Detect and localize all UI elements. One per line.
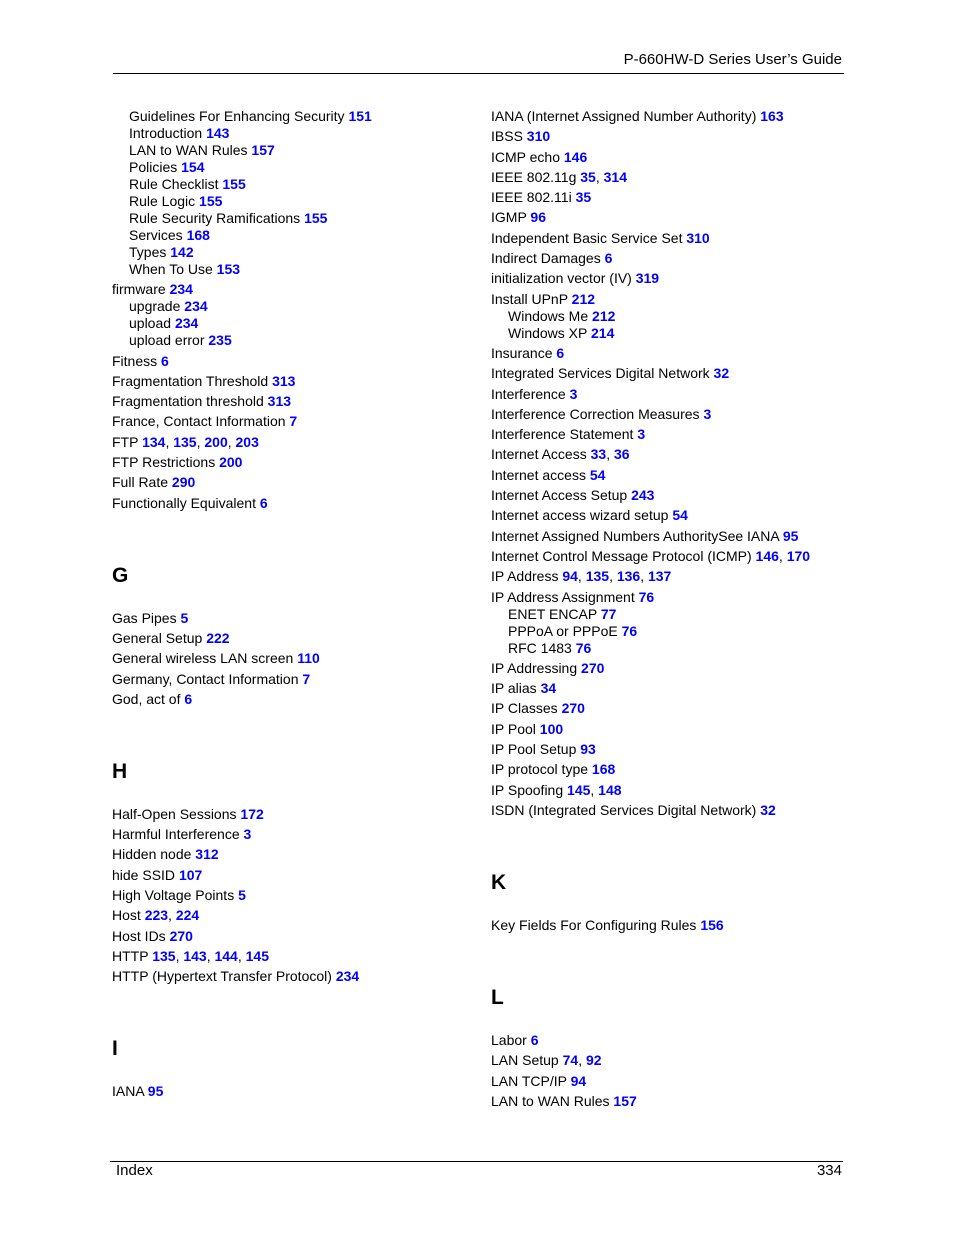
index-term: Install UPnP [491,290,568,307]
page-ref-link[interactable]: 200 [219,454,243,471]
index-term: Interference Correction Measures [491,405,700,422]
index-entry [491,345,871,362]
index-term: General wireless LAN screen [112,650,294,667]
index-subentry [112,159,492,176]
index-entry [491,291,871,308]
index-entry [491,700,871,717]
index-term: FTP Restrictions [112,454,216,471]
page-ref-link[interactable]: 76 [575,639,592,656]
index-entry [491,1073,871,1090]
index-subentry [112,261,492,278]
page-ref-link[interactable]: 151 [348,108,372,124]
index-subentry [112,315,492,332]
index-entry: FTP 134, 135, 200, 203 [112,433,259,450]
index-term: Germany, Contact Information [112,670,299,687]
index-term: initialization vector (IV) [491,270,632,287]
page-ref-link[interactable]: 135 [173,433,197,450]
index-column-left [112,108,492,1100]
index-entry [491,487,871,504]
index-term: upload [129,315,172,332]
page-ref-link[interactable]: 234 [169,281,193,298]
index-entry [491,230,871,247]
page-ref-link[interactable]: 212 [592,307,616,324]
page-ref-link[interactable]: 235 [208,332,232,349]
page-ref-link[interactable]: 54 [589,466,606,483]
index-subentry [112,176,492,193]
index-term: IANA [112,1083,144,1100]
page-ref-link[interactable]: 3 [243,826,252,843]
index-entry [491,507,871,524]
index-entry [491,128,871,145]
index-subentry [491,308,871,325]
index-term: IP Pool [491,720,536,737]
page-ref-link[interactable]: 234 [335,968,360,985]
index-entry [491,426,871,443]
index-term: Interference [491,385,566,402]
index-entry [112,867,492,884]
index-entry [491,528,871,545]
index-entry [112,454,492,471]
section-letter: G [112,563,129,587]
index-term: IEEE 802.11g [491,168,577,185]
page-ref-link[interactable]: 168 [591,761,616,778]
index-term: France, Contact Information [112,413,286,430]
index-term: God, act of [112,690,181,707]
page-ref-link[interactable]: 310 [686,229,710,246]
page-ref-link[interactable]: 310 [526,128,551,145]
page-ref-link[interactable]: 3 [703,405,712,422]
index-term: Harmful Interference [112,826,240,843]
index-entry [491,917,871,934]
page-ref-link[interactable]: 36 [613,446,630,463]
header-rule [113,73,844,74]
index-entry [491,802,871,819]
page-ref-link[interactable]: 6 [184,690,193,707]
page-ref-link[interactable]: 313 [272,372,296,389]
index-term: Independent Basic Service Set [491,229,683,246]
page-ref-link[interactable]: 223 [144,907,169,924]
index-entry [491,467,871,484]
page-ref-link[interactable]: 270 [581,659,605,676]
page-ref-link[interactable]: 154 [181,159,205,175]
page-ref-link[interactable]: 212 [571,290,596,307]
index-term: Rule Checklist [129,176,219,192]
index-term: IP Spoofing [491,781,564,798]
index-term: Hidden node [112,846,192,863]
page-ref-link[interactable]: 135 [152,947,176,964]
index-term: Host IDs [112,927,166,944]
page-ref-link[interactable]: 94 [570,1072,587,1089]
index-entry [112,281,492,298]
index-term: RFC 1483 [508,639,572,656]
index-subentry [112,227,492,244]
page-ref-link[interactable]: 34 [540,680,557,697]
index-entry [112,968,492,985]
page-ref-link[interactable]: 155 [304,210,328,226]
page-ref-link[interactable]: 6 [259,494,268,511]
index-term: upload error [129,332,205,349]
index-term: Guidelines For Enhancing Security [129,108,345,124]
page-ref-link[interactable]: 110 [297,650,320,667]
index-term: Fragmentation threshold [112,393,264,410]
index-entry [491,386,871,403]
page-ref-link[interactable]: 234 [184,298,208,315]
index-subentry [112,142,492,159]
page-ref-link[interactable]: 6 [161,352,169,369]
section-letter: I [112,1037,118,1061]
page-ref-link[interactable]: 146 [563,148,588,165]
index-term: LAN to WAN Rules [129,142,248,158]
index-entry [491,149,871,166]
page-ref-link[interactable]: 35 [580,168,596,185]
index-subentry [112,298,492,315]
page-ref-link[interactable]: 222 [206,629,230,646]
index-term: hide SSID [112,866,176,883]
index-entry: IP Address 94, 135, 136, 137 [491,568,672,585]
page-ref-link[interactable]: 6 [530,1031,539,1048]
index-entry [491,406,871,423]
index-term: Internet Control Message Protocol (ICMP) [491,547,752,564]
index-entry [112,928,492,945]
page-ref-link[interactable]: 157 [251,142,275,158]
index-term: PPPoA or PPPoE [508,622,618,639]
page-ref-link[interactable]: 33 [590,446,607,463]
index-term: Internet Access [491,446,587,463]
page-ref-link[interactable]: 76 [621,622,638,639]
index-entry [112,806,492,823]
page-ref-link[interactable]: 32 [760,801,776,818]
page-ref-link[interactable]: 142 [170,244,194,260]
index-entry [491,365,871,382]
index-entry [491,270,871,287]
index-term: IP Pool Setup [491,741,577,758]
index-entry: Host 223, 224 [112,907,200,924]
index-term: Fitness [112,352,158,369]
index-entry [112,630,492,647]
index-subentry [491,623,871,640]
page-ref-link[interactable]: 134 [142,433,166,450]
section-letter: K [491,870,507,894]
index-entry [491,761,871,778]
index-term: IP Address Assignment [491,588,635,605]
index-entry [112,826,492,843]
page-ref-link[interactable]: 7 [289,413,298,430]
section-letter: L [491,985,504,1009]
index-term: ENET ENCAP [508,605,597,622]
index-column-right [491,108,871,1110]
index-entry [112,610,492,627]
index-term: FTP [112,433,139,450]
index-entry [112,1083,492,1100]
index-term: Internet Access Setup [491,487,628,504]
page-ref-link[interactable]: 148 [598,781,622,798]
page-ref-link[interactable]: 54 [672,507,688,524]
index-entry [491,1032,871,1049]
page-ref-link[interactable]: 319 [635,270,660,287]
page-ref-link[interactable]: 32 [713,365,730,382]
index-term: When To Use [129,261,213,277]
index-term: Key Fields For Configuring Rules [491,916,697,933]
page-ref-link[interactable]: 243 [631,487,655,504]
index-entry [112,413,492,430]
index-entry [112,373,492,390]
index-term: Services [129,227,183,243]
index-entry [491,250,871,267]
index-entry [491,1093,871,1110]
page-ref-link[interactable]: 93 [580,741,596,758]
index-term: Windows Me [508,307,589,324]
index-entry [491,741,871,758]
index-entry [491,189,871,206]
index-entry [112,691,492,708]
page-ref-link[interactable]: 94 [562,568,578,585]
page-ref-link[interactable]: 5 [238,887,246,904]
page-ref-link[interactable]: 312 [195,846,219,863]
index-subentry [491,606,871,623]
section-letter: H [112,759,128,783]
page-ref-link[interactable]: 214 [591,324,615,341]
page-ref-link[interactable]: 163 [760,108,784,124]
index-term: Labor [491,1031,527,1048]
index-term: Internet access [491,466,586,483]
page-ref-link[interactable]: 3 [637,426,646,443]
page-ref-link[interactable]: 6 [556,344,565,361]
page-ref-link[interactable]: 234 [174,315,199,332]
page-ref-link[interactable]: 96 [530,209,546,226]
page-ref-link[interactable]: 5 [180,609,189,626]
page-ref-link[interactable]: 143 [183,947,207,964]
page-ref-link[interactable]: 224 [175,907,200,924]
page-ref-link[interactable]: 92 [585,1052,602,1069]
page-ref-link[interactable]: 74 [562,1052,579,1069]
page-ref-link[interactable]: 157 [613,1092,637,1109]
index-entry [112,887,492,904]
index-term: Half-Open Sessions [112,805,237,822]
index-subentry [112,332,492,349]
index-term: Internet Assigned Numbers AuthoritySee IANA [491,527,779,544]
index-term: Rule Logic [129,193,196,209]
index-term: IP Addressing [491,659,578,676]
index-entry [491,680,871,697]
index-entry [112,650,492,667]
index-entry: LAN Setup 74, 92 [491,1052,602,1069]
index-term: IP protocol type [491,761,589,778]
index-entry [491,209,871,226]
index-term: IEEE 802.11i [491,189,572,206]
page-ref-link[interactable]: 155 [199,193,223,209]
index-entry [112,846,492,863]
index-term: Insurance [491,344,553,361]
index-term: LAN Setup [491,1052,559,1069]
index-term: Integrated Services Digital Network [491,365,710,382]
index-term: firmware [112,281,166,298]
index-term: HTTP [112,947,149,964]
footer-rule [110,1161,843,1162]
index-term: Full Rate [112,474,169,491]
page-ref-link[interactable]: 35 [575,189,592,206]
index-term: IP alias [491,680,537,697]
index-term: General Setup [112,629,203,646]
index-term: IGMP [491,209,527,226]
index-entry [112,474,492,491]
page-ref-link[interactable]: 95 [147,1083,164,1100]
page-ref-link[interactable]: 145 [245,947,269,964]
index-term: Host [112,907,141,924]
index-entry: IEEE 802.11g 35, 314 [491,168,627,185]
index-term: Indirect Damages [491,250,601,267]
index-entry [112,671,492,688]
footer-section: Index [116,1162,153,1179]
page-ref-link[interactable]: 156 [700,916,724,933]
page-ref-link[interactable]: 143 [206,125,230,141]
index-entry [112,393,492,410]
index-entry [112,495,492,512]
index-term: ISDN (Integrated Services Digital Network) [491,801,757,818]
page-ref-link[interactable]: 314 [603,168,627,185]
page-ref-link[interactable]: 107 [178,866,203,883]
index-subentry [112,193,492,210]
index-term: High Voltage Points [112,887,235,904]
page-ref-link[interactable]: 95 [782,527,799,544]
page-ref-link[interactable]: 136 [616,568,641,585]
page-ref-link[interactable]: 7 [302,670,311,687]
page-ref-link[interactable]: 203 [235,433,259,450]
guide-title: P-660HW-D Series User’s Guide [623,51,842,68]
index-entry: Internet Access 33, 36 [491,446,630,463]
index-term: ICMP echo [491,148,560,165]
index-entry [491,721,871,738]
index-term: Types [129,244,167,260]
index-term: IANA (Internet Assigned Number Authority) [491,108,757,124]
index-entry: HTTP 135, 143, 144, 145 [112,947,269,964]
page-ref-link[interactable]: 153 [216,261,241,277]
index-term: IBSS [491,128,523,145]
index-term: Windows XP [508,324,588,341]
index-entry: IP Spoofing 145, 148 [491,781,622,798]
index-term: Introduction [129,125,203,141]
index-subentry [491,640,871,657]
page-ref-link[interactable]: 100 [539,720,564,737]
page-ref-link[interactable]: 3 [569,385,578,402]
page-ref-link[interactable]: 144 [214,947,238,964]
index-term: HTTP (Hypertext Transfer Protocol) [112,968,332,985]
page-ref-link[interactable]: 6 [604,250,613,267]
index-term: Policies [129,159,178,175]
index-subentry [112,108,492,125]
index-term: Rule Security Ramifications [129,210,301,226]
index-term: Functionally Equivalent [112,494,256,511]
index-entry [491,108,871,125]
index-term: IP Classes [491,700,558,717]
index-entry [491,589,871,606]
index-subentry [112,244,492,261]
page-ref-link[interactable]: 145 [567,781,591,798]
page-ref-link[interactable]: 313 [267,393,292,410]
page-ref-link[interactable]: 137 [647,568,672,585]
index-term: upgrade [129,298,181,315]
index-subentry [112,125,492,142]
index-term: LAN to WAN Rules [491,1092,610,1109]
index-term: Internet access wizard setup [491,507,669,524]
page-ref-link[interactable]: 146 [755,547,779,564]
page-ref-link[interactable]: 168 [186,227,210,243]
page-ref-link[interactable]: 270 [169,927,193,944]
page-ref-link[interactable]: 76 [638,588,655,605]
index-subentry [112,210,492,227]
page-number: 334 [816,1162,842,1179]
index-term: LAN TCP/IP [491,1072,567,1089]
index-term: Fragmentation Threshold [112,372,269,389]
page-ref-link[interactable]: 200 [204,433,228,450]
page-ref-link[interactable]: 270 [561,700,585,717]
page-ref-link[interactable]: 155 [222,176,246,192]
index-entry [112,353,492,370]
page-ref-link[interactable]: 135 [585,568,610,585]
index-term: Interference Statement [491,426,634,443]
page-ref-link[interactable]: 290 [171,474,196,491]
index-subentry [491,325,871,342]
page-ref-link[interactable]: 170 [786,547,811,564]
page-ref-link[interactable]: 77 [600,605,617,622]
index-term: Gas Pipes [112,609,177,626]
index-term: IP Address [491,568,559,585]
index-entry [491,660,871,677]
page-ref-link[interactable]: 172 [240,805,264,822]
index-entry: Internet Control Message Protocol (ICMP) 146, 170 [491,547,811,564]
